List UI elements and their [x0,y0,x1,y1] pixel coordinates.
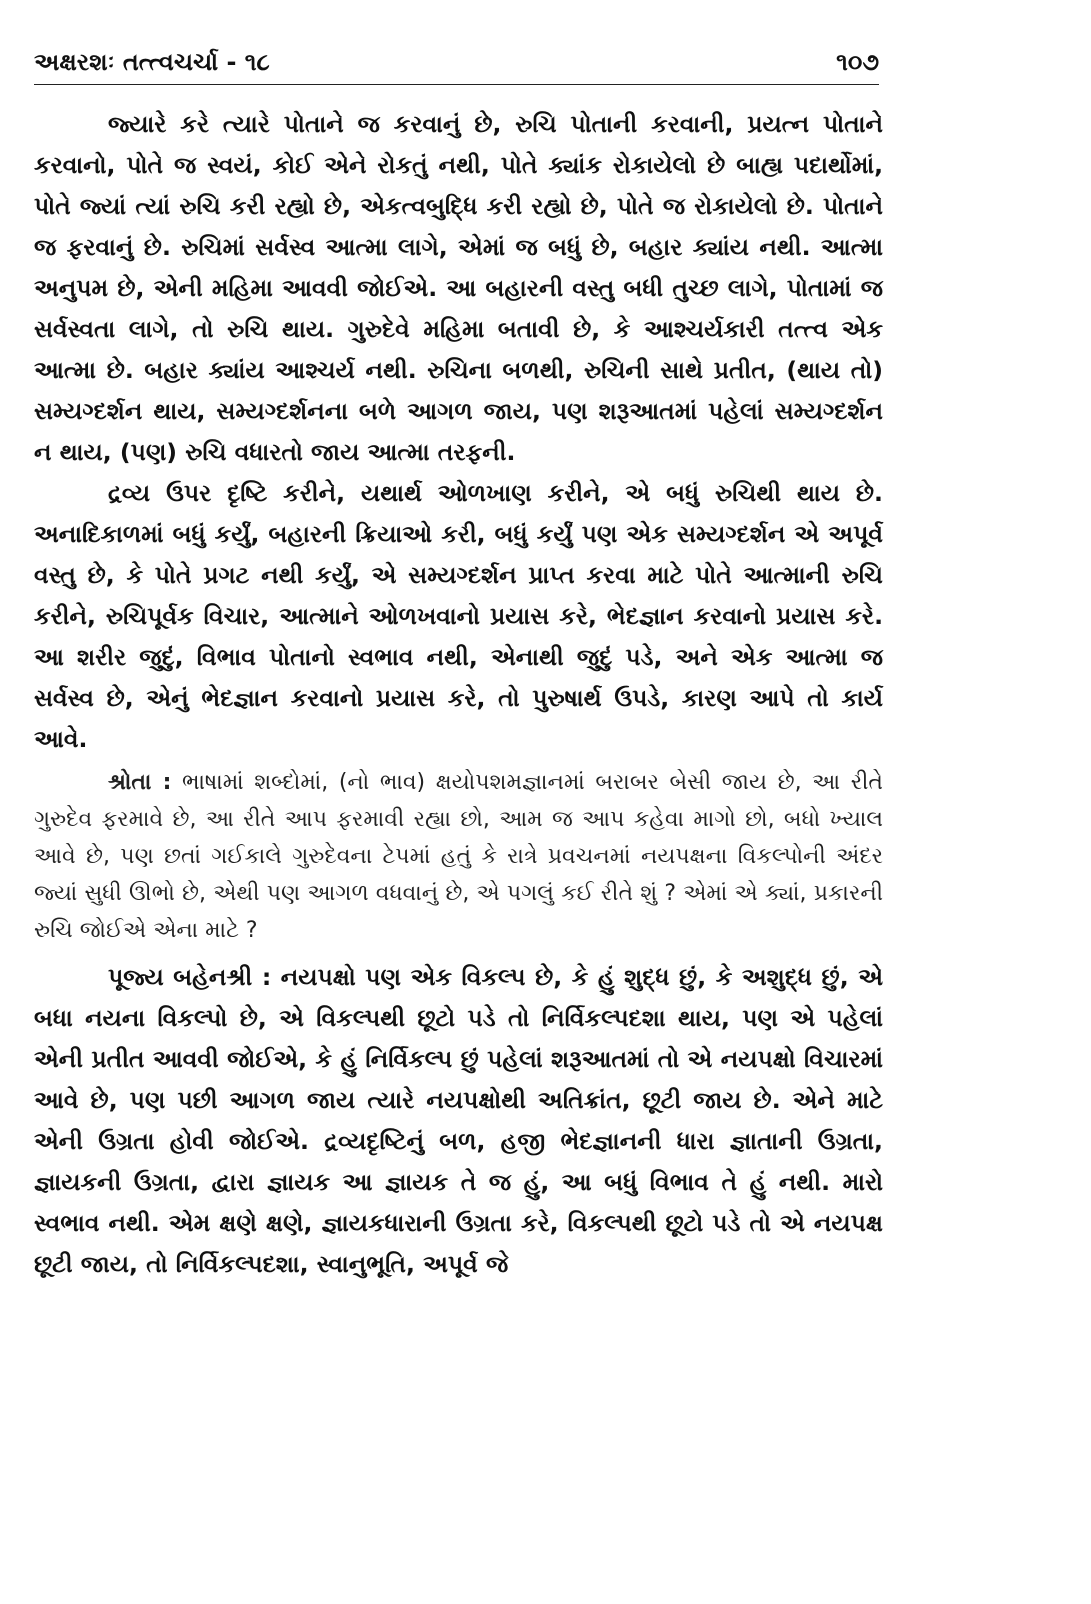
speaker-label-bahenshri: પૂજ્ય બહેનશ્રી : [108,963,272,991]
paragraph-1: જ્યારે કરે ત્યારે પોતાને જ કરવાનું છે, રુચિ પોતાની કરવાની, પ્રયત્ન પોતાને કરવાનો, પોતે જ સ્વયં, કોઈ એને રોકતું નથી, પોતે ક્યાંક રોકાયેલો છે બાહ્ય પદાર્થોમાં, પોતે જ્યાં ત્યાં રુચિ કરી રહ્યો છે, એકત્વબુદ્ધિ કરી રહ્યો છે, પોતે જ રોકાયેલો છે. પોતાને જ ફરવાનું છે. રુચિમાં સર્વસ્વ આત્મા લાગે, એમાં જ બધું છે, બહાર ક્યાંય નથી. આત્મા અનુપમ છે, એની મહિમા આવવી જોઈએ. આ બહારની વસ્તુ બધી તુચ્છ લાગે, પોતામાં જ સર્વસ્વતા લાગે, તો રુચિ થાય. ગુરુદેવે મહિમા બતાવી છે, કે આશ્ચર્યકારી તત્ત્વ એક આત્મા છે. બહાર ક્યાંય આશ્ચર્ય નથી. રુચિના બળથી, રુચિની સાથે પ્રતીત, (થાય તો) સમ્યગ્દર્શન થાય, સમ્યગ્દર્શનના બળે આગળ જાય, પણ શરૂઆતમાં પહેલાં સમ્યગ્દર્શન ન થાય, (પણ) રુચિ વધારતો જાય આત્મા તરફની. [34,110,883,466]
bahenshri-answer-text: નયપક્ષો પણ એક વિકલ્પ છે, કે હું શુદ્ધ છું, કે અશુદ્ધ છું, એ બધા નયના વિકલ્પો છે, એ વિકલ્પથી છૂટો પડે તો નિર્વિકલ્પદશા થાય, પણ એ પહેલાં એની પ્રતીત આવવી જોઈએ, કે હું નિર્વિકલ્પ છું પહેલાં શરૂઆતમાં તો એ નયપક્ષો વિચારમાં આવે છે, પણ પછી આગળ જાય ત્યારે નયપક્ષોથી અતિક્રાંત, છૂટી જાય છે. એને માટે એની ઉગ્રતા હોવી જોઈએ. દ્રવ્યદૃષ્ટિનું બળ, હજી ભેદજ્ઞાનની ધારા જ્ઞાતાની ઉગ્રતા, જ્ઞાયકની ઉગ્રતા, દ્વારા જ્ઞાયક આ જ્ઞાયક તે જ હું, આ બધું વિભાવ તે હું નથી. મારો સ્વભાવ નથી. એમ ક્ષણે ક્ષણે, જ્ઞાયકધારાની ઉગ્રતા કરે, વિકલ્પથી છૂટો પડે તો એ નયપક્ષ છૂટી જાય, તો નિર્વિકલ્પદશા, સ્વાનુભૂતિ, અપૂર્વ જે [34,963,883,1278]
listener-question [34,764,883,949]
speaker-label-listener: શ્રોતા : [108,770,172,795]
running-title: અક્ષરશઃ તત્ત્વચર્ચા - ૧૮ [34,48,270,76]
page-number: ૧૦૭ [836,48,879,76]
paragraph-2: દ્રવ્ય ઉપર દૃષ્ટિ કરીને, યથાર્થ ઓળખાણ કરીને, એ બધું રુચિથી થાય છે. અનાદિકાળમાં બધું કર્યું, બહારની ક્રિયાઓ કરી, બધું કર્યું પણ એક સમ્યગ્દર્શન એ અપૂર્વ વસ્તુ છે, કે પોતે પ્રગટ નથી કર્યું, એ સમ્યગ્દર્શન પ્રાપ્ત કરવા માટે પોતે આત્માની રુચિ કરીને, રુચિપૂર્વક વિચાર, આત્માને ઓળખવાનો પ્રયાસ કરે, ભેદજ્ઞાન કરવાનો પ્રયાસ કરે. આ શરીર જુદું, વિભાવ પોતાનો સ્વભાવ નથી, એનાથી જુદું પડે, અને એક આત્મા જ સર્વસ્વ છે, એનું ભેદજ્ઞાન કરવાનો પ્રયાસ કરે, તો પુરુષાર્થ ઉપડે, કારણ આપે તો કાર્ય આવે. [34,479,883,753]
page-body [34,104,883,1285]
page-header [34,44,879,85]
listener-question-text: ભાષામાં શબ્દોમાં, (નો ભાવ) ક્ષયોપશમજ્ઞાનમાં બરાબર બેસી જાય છે, આ રીતે ગુરુદેવ ફરમાવે છે, આ રીતે આપ ફરમાવી રહ્યા છો, આમ જ આપ કહેવા માગો છો, બધો ખ્યાલ આવે છે, પણ છતાં ગઈકાલે ગુરુદેવના ટેપમાં હતું કે રાત્રે પ્રવચનમાં નયપક્ષના વિકલ્પોની અંદર જ્યાં સુધી ઊભો છે, એથી પણ આગળ વધવાનું છે, એ પગલું કઈ રીતે શું ? એમાં એ ક્યાં, પ્રકારની રુચિ જોઈએ એના માટે ? [34,770,883,943]
bahenshri-answer [34,957,883,1285]
